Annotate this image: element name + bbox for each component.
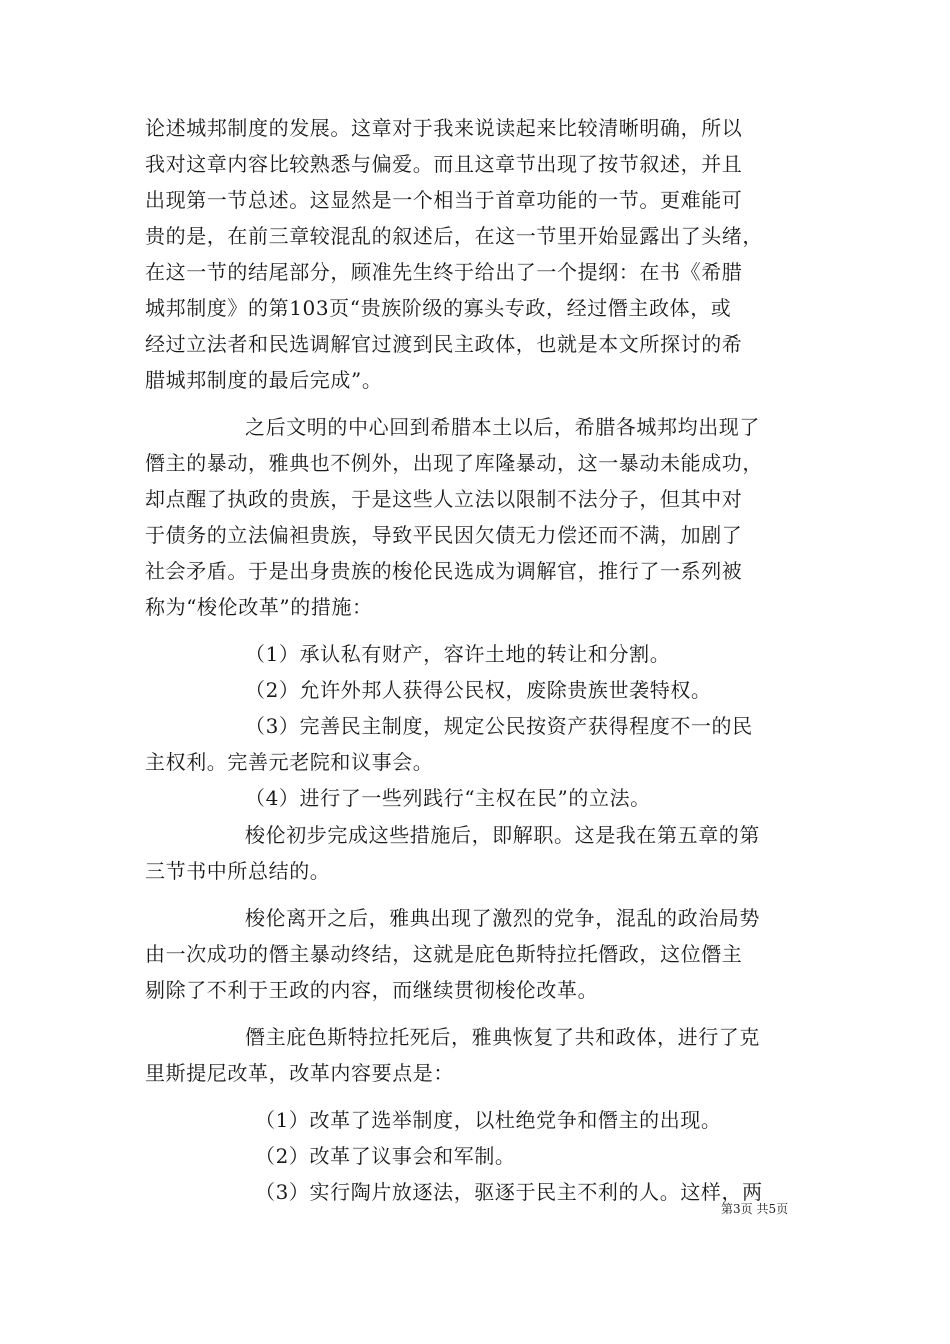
text-line: 称为“梭伦改革”的措施： [145,595,373,619]
text-line: 剔除了不利于王政的内容，而继续贯彻梭伦改革。 [145,978,599,1002]
page-number: 第3页 共5页 [721,1202,789,1216]
paragraph-start-line: 之后文明的中心回到希腊本土以后，希腊各城邦均出现了 [245,415,760,439]
text-line: 贵的是，在前三章较混乱的叙述后，在这一节里开始显露出了头绪， [145,224,763,248]
text-line: 社会矛盾。于是出身贵族的梭伦民选成为调解官，推行了一系列被 [145,559,743,583]
text-line: 主权利。完善元老院和议事会。 [145,750,434,774]
text-line: 城邦制度》的第103页“贵族阶级的寡头专政，经过僭主政体，或 [145,296,732,320]
text-line: 我对这章内容比较熟悉与偏爱。而且这章节出现了按节叙述，并且 [145,152,743,176]
paragraph-start-line: 梭伦离开之后，雅典出现了激烈的党争，混乱的政治局势 [245,906,760,930]
text-line: 却点醒了执政的贵族，于是这些人立法以限制不法分子，但其中对 [145,487,743,511]
text-line: 论述城邦制度的发展。这章对于我来说读起来比较清晰明确，所以 [145,116,743,140]
text-line: 由一次成功的僭主暴动终结，这就是庇色斯特拉托僭政，这位僭主 [145,942,743,966]
text-line: 出现第一节总述。这显然是一个相当于首章功能的一节。更难能可 [145,188,743,212]
text-line: 僭主的暴动，雅典也不例外，出现了库隆暴动，这一暴动未能成功， [145,451,763,475]
text-line: 经过立法者和民选调解官过渡到民主政体，也就是本文所探讨的希 [145,332,743,356]
text-line: 三节书中所总结的。 [145,859,331,883]
text-line: 里斯提尼改革，改革内容要点是： [145,1061,454,1085]
list-item: （3）实行陶片放逐法，驱逐于民主不利的人。这样，两 [255,1180,763,1204]
list-item: （2）允许外邦人获得公民权，废除贵族世袭特权。 [245,678,712,702]
text-line: 在这一节的结尾部分，顾准先生终于给出了一个提纲：在书《希腊 [145,260,743,284]
text-line: 于债务的立法偏袒贵族，导致平民因欠债无力偿还而不满，加剧了 [145,523,743,547]
list-item: （2）改革了议事会和军制。 [255,1144,516,1168]
text-line: 腊城邦制度的最后完成”。 [145,368,383,392]
list-item: （4）进行了一些列践行“主权在民”的立法。 [245,786,651,810]
list-item: （3）完善民主制度，规定公民按资产获得程度不一的民 [245,714,753,738]
list-item: （1）承认私有财产，容许土地的转让和分割。 [245,642,671,666]
paragraph-start-line: 梭伦初步完成这些措施后，即解职。这是我在第五章的第 [245,823,760,847]
paragraph-start-line: 僭主庇色斯特拉托死后，雅典恢复了共和政体，进行了克 [245,1025,760,1049]
list-item: （1）改革了选举制度，以杜绝党争和僭主的出现。 [255,1108,722,1132]
